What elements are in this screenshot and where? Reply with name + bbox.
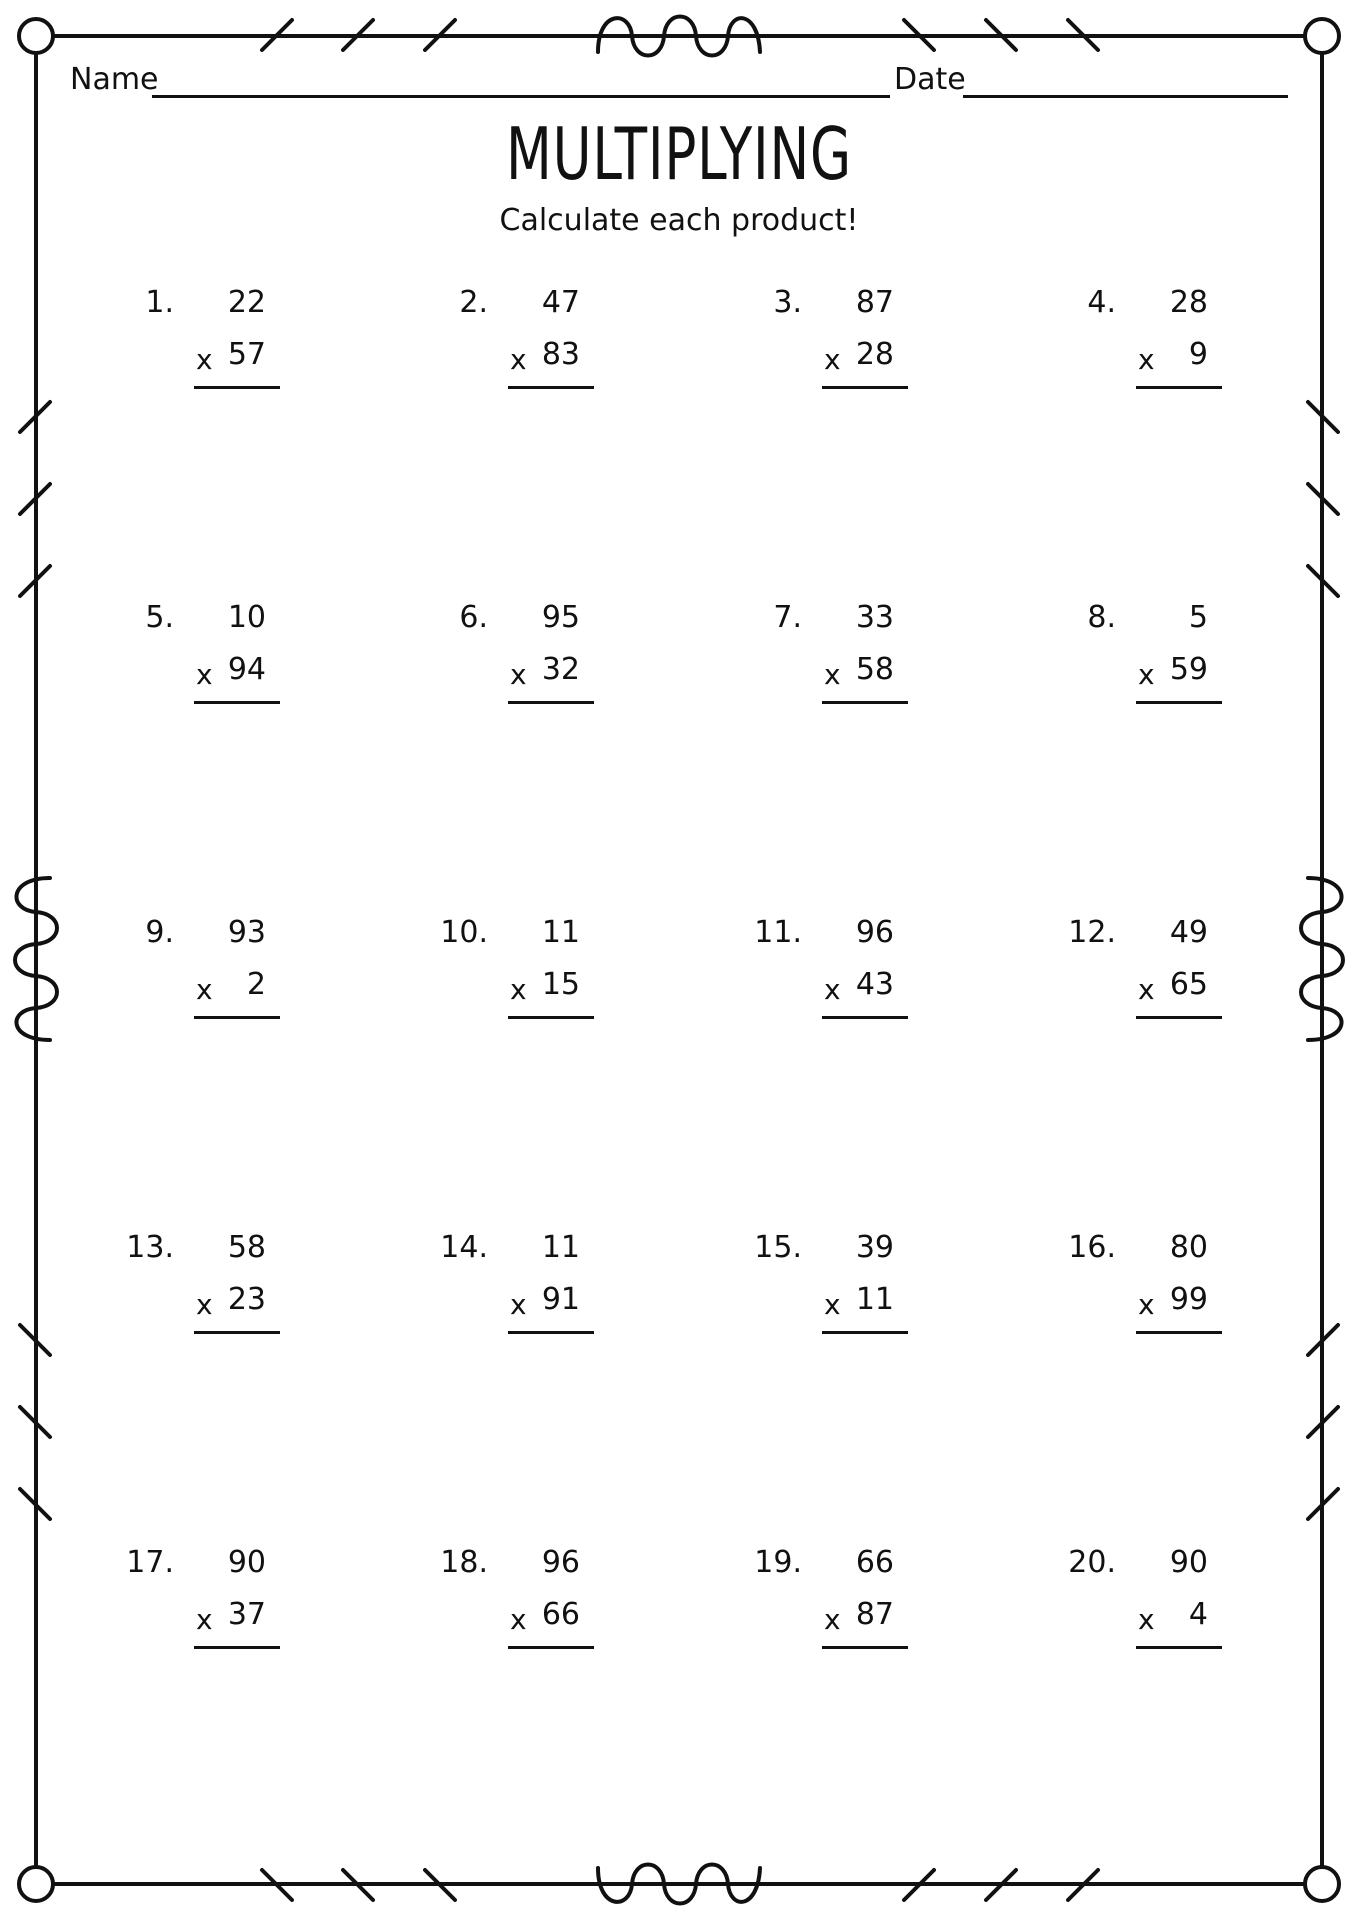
multiplicand: 11 [541,1230,580,1265]
page-title: MULTIPLYING [505,112,853,196]
multiplier: 11 [855,1282,894,1317]
problem-item [1028,1230,1228,1350]
answer-line[interactable] [822,701,908,704]
times-sign: x [510,973,527,1006]
problem-item [400,915,600,1035]
multiplicand: 22 [227,285,266,320]
problem-item [714,285,914,405]
problem-number: 7. [773,600,802,635]
multiplicand: 33 [855,600,894,635]
answer-line[interactable] [194,1331,280,1334]
problem-number: 11. [754,915,802,950]
answer-line[interactable] [1136,1331,1222,1334]
problem-item [714,1545,914,1665]
multiplicand: 47 [541,285,580,320]
multiplicand: 28 [1169,285,1208,320]
problem-number: 14. [440,1230,488,1265]
multiplier: 57 [227,337,266,372]
multiplicand: 80 [1169,1230,1208,1265]
times-sign: x [510,1603,527,1636]
multiplier: 94 [227,652,266,687]
times-sign: x [1138,973,1155,1006]
problem-item [400,1545,600,1665]
multiplicand: 95 [541,600,580,635]
multiplier: 66 [541,1597,580,1632]
times-sign: x [1138,343,1155,376]
multiplier: 23 [227,1282,266,1317]
problem-number: 6. [459,600,488,635]
multiplier: 28 [855,337,894,372]
problem-item [1028,285,1228,405]
page-subtitle: Calculate each product! [499,203,859,238]
problem-number: 1. [145,285,174,320]
answer-line[interactable] [822,1331,908,1334]
multiplier: 65 [1169,967,1208,1002]
multiplier: 43 [855,967,894,1002]
date-field[interactable] [963,95,1288,98]
answer-line[interactable] [508,1016,594,1019]
problem-number: 3. [773,285,802,320]
multiplier: 4 [1188,1597,1208,1632]
multiplier: 87 [855,1597,894,1632]
answer-line[interactable] [194,1016,280,1019]
answer-line[interactable] [508,1646,594,1649]
problem-number: 20. [1068,1545,1116,1580]
answer-line[interactable] [1136,1016,1222,1019]
multiplier: 37 [227,1597,266,1632]
answer-line[interactable] [1136,1646,1222,1649]
problem-number: 16. [1068,1230,1116,1265]
problem-item [86,285,286,405]
times-sign: x [510,343,527,376]
problem-number: 18. [440,1545,488,1580]
multiplier: 9 [1188,337,1208,372]
problem-number: 8. [1087,600,1116,635]
multiplier: 58 [855,652,894,687]
problem-item [400,1230,600,1350]
answer-line[interactable] [508,386,594,389]
times-sign: x [1138,658,1155,691]
times-sign: x [196,343,213,376]
problem-number: 4. [1087,285,1116,320]
times-sign: x [510,1288,527,1321]
times-sign: x [196,973,213,1006]
times-sign: x [1138,1288,1155,1321]
multiplier: 59 [1169,652,1208,687]
answer-line[interactable] [1136,701,1222,704]
problem-item [1028,600,1228,720]
multiplicand: 90 [1169,1545,1208,1580]
answer-line[interactable] [194,1646,280,1649]
answer-line[interactable] [822,386,908,389]
problem-item [86,915,286,1035]
problem-number: 17. [126,1545,174,1580]
problem-item [400,600,600,720]
times-sign: x [196,658,213,691]
times-sign: x [824,1603,841,1636]
multiplicand: 93 [227,915,266,950]
multiplier: 83 [541,337,580,372]
times-sign: x [196,1603,213,1636]
answer-line[interactable] [1136,386,1222,389]
times-sign: x [196,1288,213,1321]
multiplier: 2 [246,967,266,1002]
times-sign: x [824,1288,841,1321]
answer-line[interactable] [508,701,594,704]
multiplier: 32 [541,652,580,687]
name-label: Name [70,62,159,97]
times-sign: x [510,658,527,691]
multiplicand: 11 [541,915,580,950]
answer-line[interactable] [822,1016,908,1019]
multiplicand: 58 [227,1230,266,1265]
problem-number: 19. [754,1545,802,1580]
multiplier: 15 [541,967,580,1002]
answer-line[interactable] [508,1331,594,1334]
problem-number: 12. [1068,915,1116,950]
multiplier: 91 [541,1282,580,1317]
times-sign: x [1138,1603,1155,1636]
problem-number: 13. [126,1230,174,1265]
multiplicand: 49 [1169,915,1208,950]
problem-item [714,915,914,1035]
times-sign: x [824,658,841,691]
problem-number: 5. [145,600,174,635]
times-sign: x [824,973,841,1006]
times-sign: x [824,343,841,376]
problem-item [400,285,600,405]
answer-line[interactable] [194,386,280,389]
multiplicand: 66 [855,1545,894,1580]
multiplicand: 90 [227,1545,266,1580]
problem-item [86,600,286,720]
problem-item [714,1230,914,1350]
problem-item [1028,1545,1228,1665]
answer-line[interactable] [822,1646,908,1649]
problem-item [1028,915,1228,1035]
multiplicand: 87 [855,285,894,320]
answer-line[interactable] [194,701,280,704]
multiplicand: 5 [1188,600,1208,635]
name-field[interactable] [152,95,890,98]
multiplier: 99 [1169,1282,1208,1317]
multiplicand: 96 [541,1545,580,1580]
multiplicand: 96 [855,915,894,950]
multiplicand: 10 [227,600,266,635]
problem-number: 9. [145,915,174,950]
problem-number: 10. [440,915,488,950]
problem-item [86,1545,286,1665]
problem-number: 2. [459,285,488,320]
multiplicand: 39 [855,1230,894,1265]
problem-number: 15. [754,1230,802,1265]
problem-item [714,600,914,720]
date-label: Date [894,62,966,97]
problem-item [86,1230,286,1350]
